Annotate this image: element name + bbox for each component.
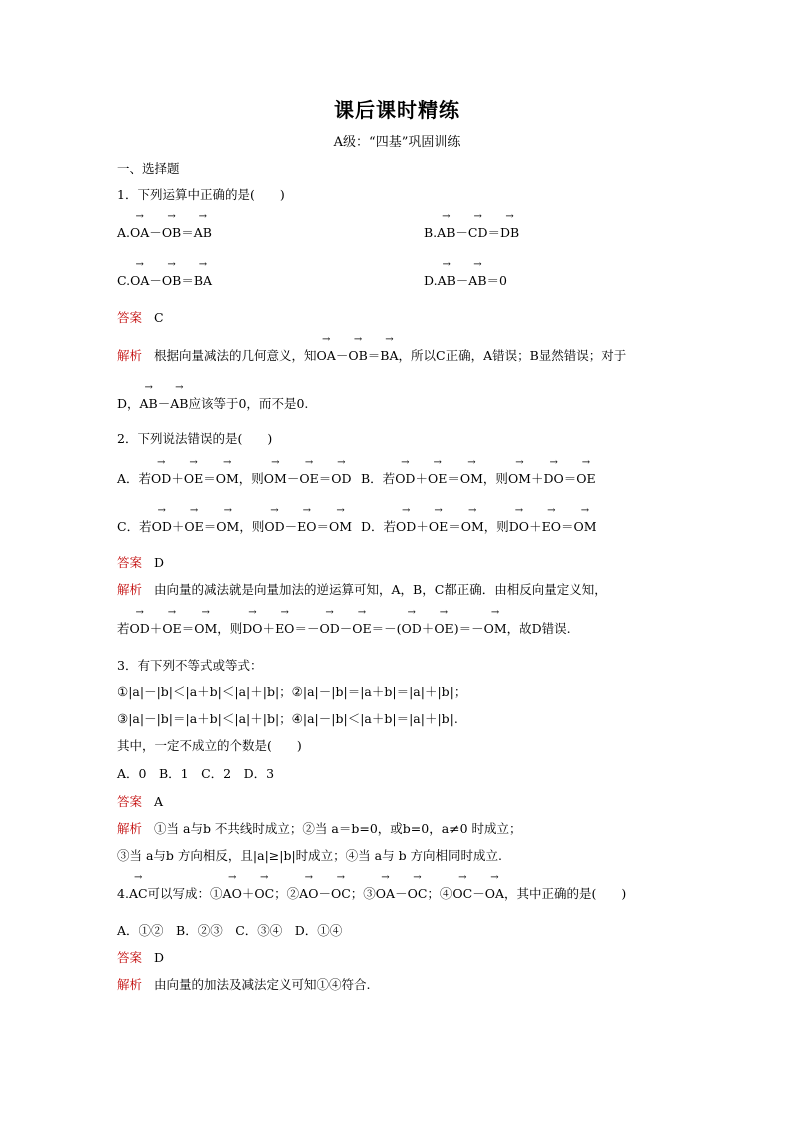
vector-eo: → EO bbox=[275, 620, 294, 638]
q4-options[interactable]: A．①② B．②③ C．③④ D．①④ bbox=[117, 923, 343, 938]
page-title: 课后课时精练 bbox=[334, 98, 460, 122]
q1-answer: 答案 C bbox=[117, 310, 164, 325]
q2-option-d[interactable]: D．若→ OD＋→ OE＝→ OM，则→ DO＋→ EO＝→ OM bbox=[361, 518, 597, 536]
vector-oc: → OC bbox=[452, 885, 472, 903]
vector-ab: → AB bbox=[170, 395, 188, 413]
vector-db: → DB bbox=[500, 224, 519, 242]
vector-oe: → OE bbox=[184, 470, 203, 488]
vector-ob: → OB bbox=[162, 224, 181, 242]
vector-eo: → EO bbox=[297, 518, 316, 536]
q3-analysis: 解析 ①当 a与b 不共线时成立；②当 a＝b=0，或b=0，a≠0 时成立； bbox=[117, 821, 522, 836]
vector-om: → OM bbox=[194, 620, 217, 638]
q1-analysis: 解析 根据向量减法的几何意义，知→ OA－→ OB＝→ BA，所以C正确，A错误；B显然错误；对于 bbox=[117, 347, 626, 365]
vector-eo: → EO bbox=[542, 518, 561, 536]
vector-od: → OD bbox=[151, 470, 171, 488]
q1-option-b[interactable]: B.→ AB－→ CD＝→ DB bbox=[424, 224, 519, 242]
q3-options[interactable]: A．0 B．1 C．2 D．3 bbox=[117, 766, 275, 781]
vector-ac: → AC bbox=[129, 885, 148, 903]
vector-oe: → OE bbox=[429, 518, 448, 536]
q3-line-2: ③|a|－|b|＝|a＋b|＜|a|＋|b|；④|a|－|b|＜|a＋b|＝|a|＋|b|. bbox=[117, 711, 458, 726]
vector-od: → OD bbox=[395, 470, 415, 488]
q2-option-b[interactable]: B．若→ OD＋→ OE＝→ OM，则→ OM＋→ DO＝→ OE bbox=[361, 470, 596, 488]
q4-analysis: 解析 由向量的加法及减法定义可知①④符合. bbox=[117, 977, 371, 992]
vector-ba: → BA bbox=[194, 272, 212, 290]
q3-line-1: ①|a|－|b|＜|a＋b|＜|a|＋|b|；②|a|－|b|＝|a＋b|＝|a|＋|b|； bbox=[117, 684, 467, 699]
vector-ab: → AB bbox=[194, 224, 212, 242]
vector-om: → OM bbox=[216, 470, 239, 488]
q1-option-d[interactable]: D.→ AB－→ AB＝0 bbox=[424, 272, 507, 290]
vector-om: → OM bbox=[508, 470, 531, 488]
vector-ao: → AO bbox=[299, 885, 318, 903]
vector-od: → OD bbox=[264, 518, 284, 536]
q2-option-a[interactable]: A．若→ OD＋→ OE＝→ OM，则→ OM－→ OE＝→ OD bbox=[117, 470, 352, 488]
vector-do: → DO bbox=[544, 470, 564, 488]
page-subtitle: A级：“四基”巩固训练 bbox=[333, 135, 461, 150]
q2-analysis: 解析 由向量的减法就是向量加法的逆运算可知，A，B，C都正确．由相反向量定义知， bbox=[117, 582, 607, 597]
q2-analysis-cont: 若→ OD＋→ OE＝→ OM，则→ DO＋→ EO＝－→ OD－→ OE＝－(→ OD＋→ OE)＝－→ OM，故D错误. bbox=[117, 620, 571, 638]
vector-oe: → OE bbox=[576, 470, 595, 488]
vector-cd: → CD bbox=[468, 224, 488, 242]
vector-oc: → OC bbox=[408, 885, 428, 903]
vector-oe: → OE bbox=[352, 620, 371, 638]
vector-oa: → OA bbox=[376, 885, 395, 903]
vector-oa: → OA bbox=[485, 885, 504, 903]
q3-answer: 答案 A bbox=[117, 794, 164, 809]
vector-oc: → OC bbox=[254, 885, 274, 903]
q1-stem: 1．下列运算中正确的是( ) bbox=[117, 187, 285, 202]
vector-om: → OM bbox=[264, 470, 287, 488]
vector-om: → OM bbox=[329, 518, 352, 536]
q1-option-c[interactable]: C.→ OA－→ OB＝→ BA bbox=[117, 272, 212, 290]
vector-od: → OD bbox=[402, 620, 422, 638]
vector-oa: → OA bbox=[130, 272, 149, 290]
vector-om: → OM bbox=[216, 518, 239, 536]
vector-oa: → OA bbox=[317, 347, 336, 365]
q2-option-c[interactable]: C．若→ OD＋→ OE＝→ OM，则→ OD－→ EO＝→ OM bbox=[117, 518, 352, 536]
vector-om: → OM bbox=[484, 620, 507, 638]
vector-od: → OD bbox=[319, 620, 339, 638]
vector-ao: → AO bbox=[223, 885, 242, 903]
vector-ab: → AB bbox=[468, 272, 486, 290]
vector-oa: → OA bbox=[130, 224, 149, 242]
section-heading: 一、选择题 bbox=[117, 161, 180, 176]
q1-option-a[interactable]: A.→ OA－→ OB＝→ AB bbox=[117, 224, 212, 242]
vector-om: → OM bbox=[460, 470, 483, 488]
vector-ab: → AB bbox=[140, 395, 158, 413]
vector-oe: → OE bbox=[434, 620, 453, 638]
vector-ab: → AB bbox=[437, 224, 455, 242]
vector-oc: → OC bbox=[331, 885, 351, 903]
q3-question: 其中，一定不成立的个数是( ) bbox=[117, 738, 302, 753]
q2-answer: 答案 D bbox=[117, 555, 165, 570]
vector-od: → OD bbox=[152, 518, 172, 536]
vector-ob: → OB bbox=[162, 272, 181, 290]
q3-stem: 3．有下列不等式或等式： bbox=[117, 658, 263, 673]
q4-stem: 4.→ AC可以写成：①→ AO＋→ OC；②→ AO－→ OC；③→ OA－→ OC；④→ OC－→ OA，其中正确的是( ) bbox=[117, 885, 626, 903]
q3-analysis-cont: ③当 a与b 方向相反，且|a|≥|b|时成立；④当 a与 b 方向相同时成立. bbox=[117, 848, 503, 863]
vector-ab: → AB bbox=[438, 272, 456, 290]
vector-oe: → OE bbox=[162, 620, 181, 638]
vector-om: → OM bbox=[461, 518, 484, 536]
vector-od: → OD bbox=[331, 470, 351, 488]
vector-od: → OD bbox=[396, 518, 416, 536]
vector-od: → OD bbox=[130, 620, 150, 638]
vector-om: → OM bbox=[573, 518, 596, 536]
vector-ba: → BA bbox=[380, 347, 398, 365]
vector-ob: → OB bbox=[348, 347, 367, 365]
q2-stem: 2．下列说法错误的是( ) bbox=[117, 431, 273, 446]
vector-do: → DO bbox=[509, 518, 529, 536]
vector-oe: → OE bbox=[428, 470, 447, 488]
vector-oe: → OE bbox=[299, 470, 318, 488]
q4-answer: 答案 D bbox=[117, 950, 165, 965]
vector-oe: → OE bbox=[184, 518, 203, 536]
vector-do: → DO bbox=[242, 620, 262, 638]
q1-analysis-cont: D，→ AB－→ AB应该等于0，而不是0. bbox=[117, 395, 308, 413]
